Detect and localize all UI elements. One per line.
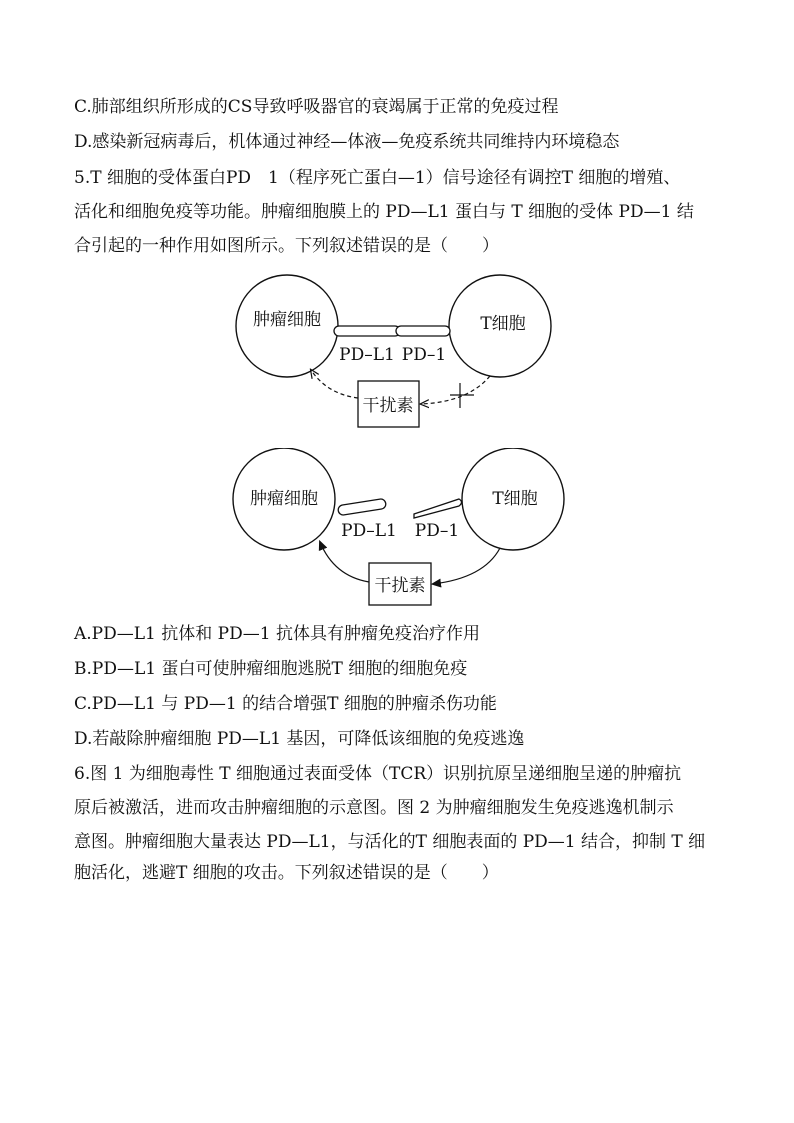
pd-1-rod — [396, 326, 450, 336]
pd-1-label: PD–1 — [401, 345, 447, 365]
tumor-cell-label: 肿瘤细胞 — [250, 489, 318, 509]
question-6-line-4: 胞活化，逃避T 细胞的攻击。下列叙述错误的是（ ） — [74, 863, 499, 883]
interferon-to-tumor-arrow — [311, 370, 358, 398]
option-a: A.PD—L1 抗体和 PD—1 抗体具有肿瘤免疫治疗作用 — [74, 624, 480, 644]
t-cell-to-interferon-arrow — [433, 548, 500, 584]
question-6-line-3: 意图。肿瘤细胞大量表达 PD—L1，与活化的T 细胞表面的 PD—1 结合，抑制 T 细 — [74, 832, 706, 852]
option-d-prev-question: D.感染新冠病毒后，机体通过神经—体液—免疫系统共同维持内环境稳态 — [74, 132, 620, 152]
diagram-bound-state — [0, 268, 794, 438]
option-c-prev-question: C.肺部组织所形成的CS导致呼吸器官的衰竭属于正常的免疫过程 — [74, 97, 559, 117]
option-b: B.PD—L1 蛋白可使肿瘤细胞逃脱T 细胞的细胞免疫 — [74, 659, 468, 679]
question-5-line-2: 活化和细胞免疫等功能。肿瘤细胞膜上的 PD—L1 蛋白与 T 细胞的受体 PD—1 结 — [74, 202, 694, 222]
pd-l1-label: PD–L1 — [341, 521, 397, 541]
t-cell-label: T细胞 — [492, 489, 538, 509]
interferon-label: 干扰素 — [362, 396, 414, 416]
tumor-cell-label: 肿瘤细胞 — [253, 310, 321, 330]
question-6-line-1: 6.图 1 为细胞毒性 T 细胞通过表面受体（TCR）识别抗原呈递细胞呈递的肿瘤抗 — [74, 764, 682, 784]
pd-l1-rod — [334, 326, 400, 336]
pd-1-rod — [414, 499, 462, 518]
pd-l1-label: PD–L1 — [339, 345, 395, 365]
t-cell-to-interferon-arrow — [421, 376, 490, 404]
question-5-line-1: 5.T 细胞的受体蛋白PD 1（程序死亡蛋白—1）信号途径有调控T 细胞的增殖、 — [74, 168, 681, 188]
t-cell-label: T细胞 — [480, 314, 526, 334]
question-5-line-3: 合引起的一种作用如图所示。下列叙述错误的是（ ） — [74, 236, 499, 256]
option-d: D.若敲除肿瘤细胞 PD—L1 基因，可降低该细胞的免疫逃逸 — [74, 729, 525, 749]
diagram-separated-state — [0, 448, 794, 618]
pd-1-label: PD–1 — [414, 521, 460, 541]
pd-l1-rod — [338, 498, 387, 515]
option-c: C.PD—L1 与 PD—1 的结合增强T 细胞的肿瘤杀伤功能 — [74, 694, 497, 714]
interferon-to-tumor-arrow — [320, 542, 369, 582]
question-6-line-2: 原后被激活，进而攻击肿瘤细胞的示意图。图 2 为肿瘤细胞发生免疫逃逸机制示 — [74, 798, 674, 818]
block-cross-mark — [450, 383, 474, 408]
interferon-label: 干扰素 — [374, 576, 426, 596]
